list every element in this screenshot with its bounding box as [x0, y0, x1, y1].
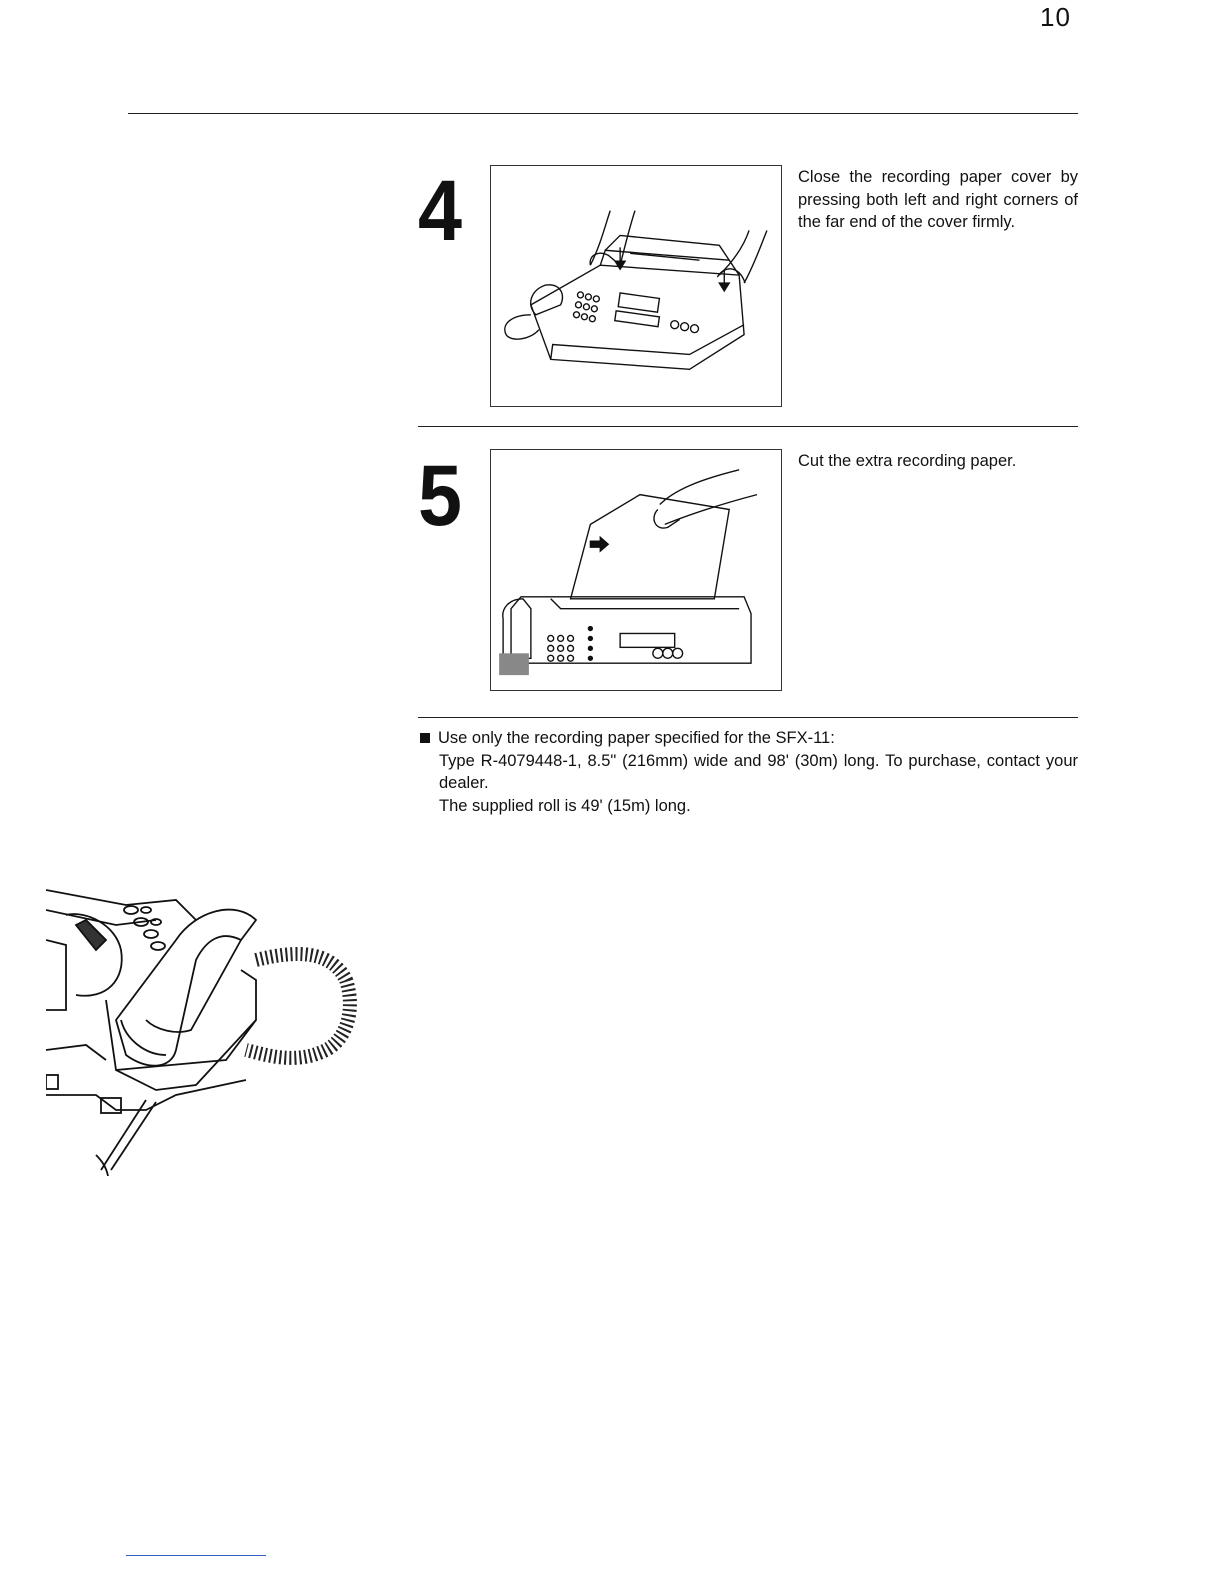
step-5-number: 5 [418, 448, 463, 544]
page-number: 10 [1040, 2, 1071, 32]
note-line-1: Use only the recording paper specified for the SFX-11: [438, 729, 835, 747]
paper-specification-note [420, 727, 1078, 817]
note-line-3: The supplied roll is 49' (15m) long. [439, 796, 691, 815]
footer-mark [126, 1555, 266, 1556]
header-rule [128, 113, 1078, 114]
step-4-number: 4 [418, 163, 463, 259]
step-5-illustration [490, 449, 782, 691]
fax-handset-drawing [46, 870, 358, 1176]
step-5-text: Cut the extra recording paper. [798, 452, 1017, 470]
note-divider [418, 717, 1078, 718]
paper-tearing-drawing [491, 450, 781, 690]
fax-cover-closing-drawing [491, 166, 781, 406]
step-divider [418, 426, 1078, 427]
handset-illustration [46, 870, 358, 1176]
step-4-text: Close the recording paper cover by pressing both left and right corners of the far end of the cover firmly. [798, 168, 1078, 231]
note-line-2: Type R-4079448-1, 8.5" (216mm) wide and 98' (30m) long. To purchase, contact your dealer. [439, 751, 1078, 792]
step-4-illustration [490, 165, 782, 407]
square-bullet-icon [420, 733, 430, 743]
